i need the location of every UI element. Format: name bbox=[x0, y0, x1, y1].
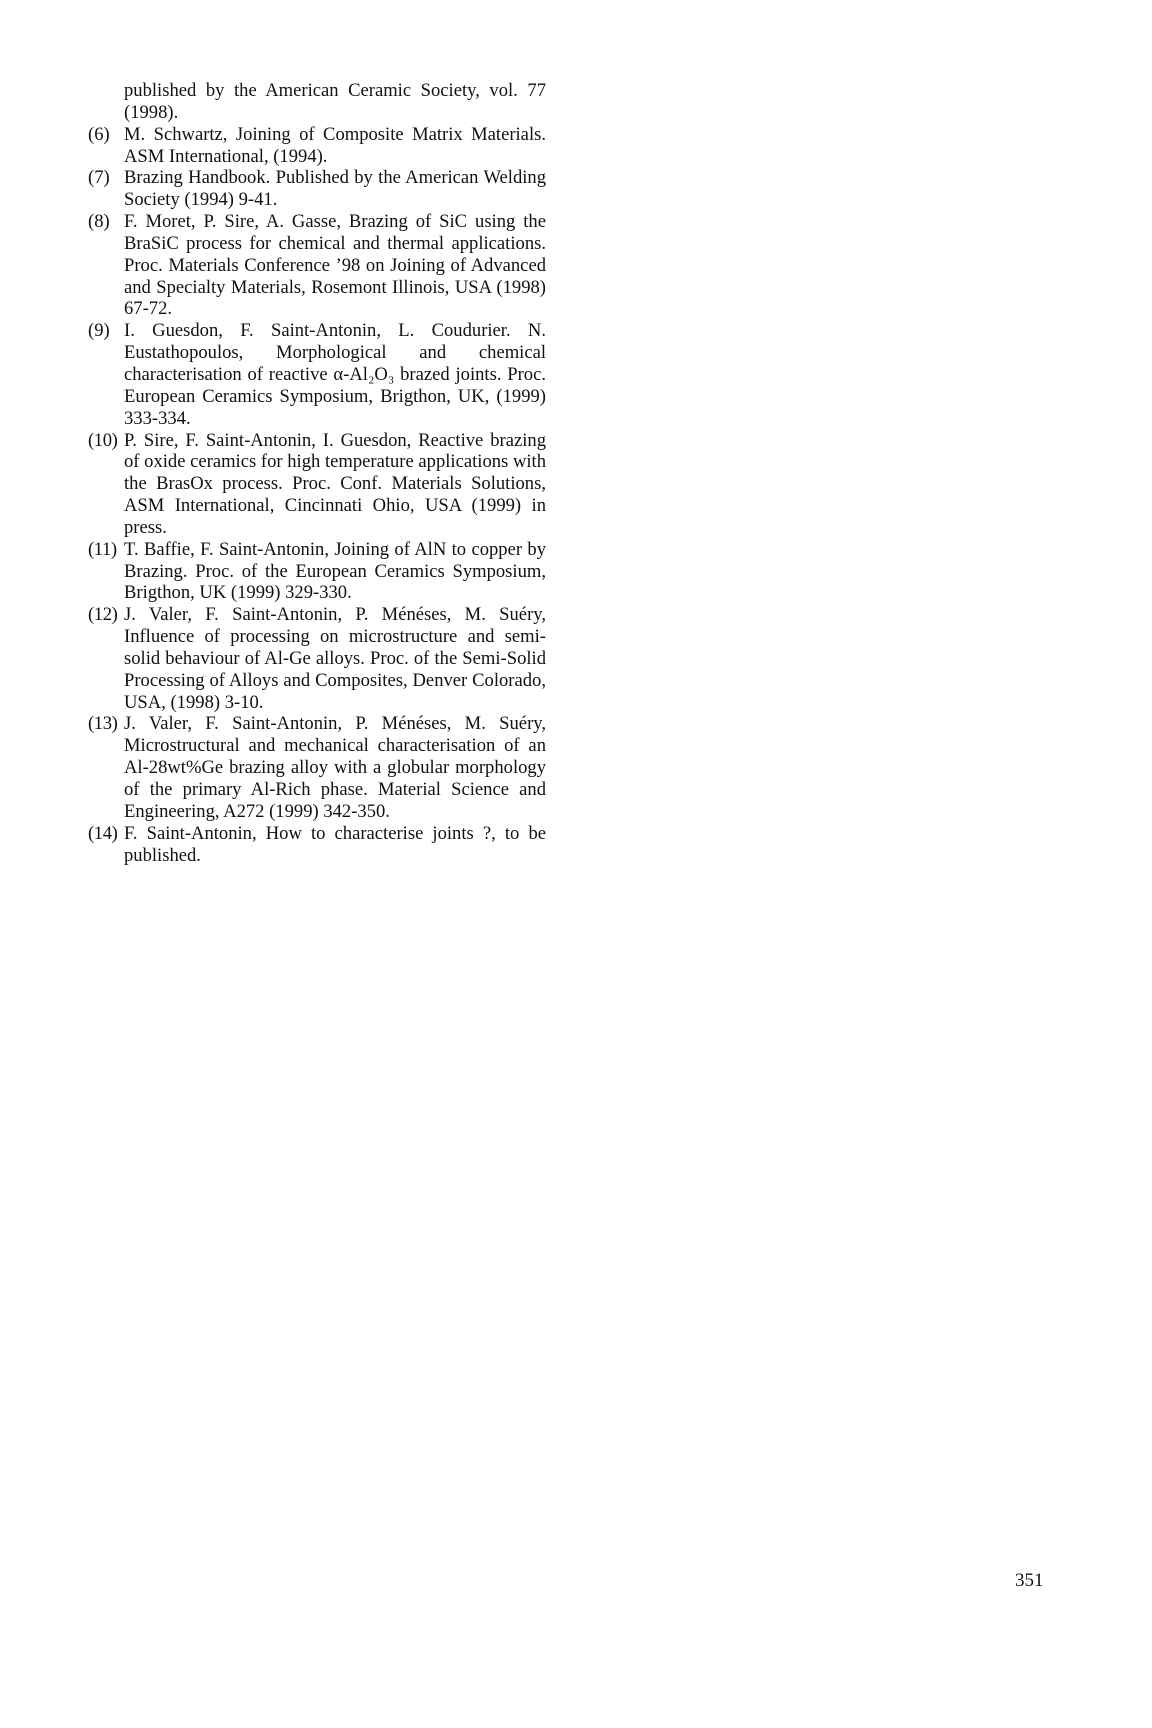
reference-text: P. Sire, F. Saint-Antonin, I. Guesdon, Reactive brazing of oxide ceramics for high temperature applications with the BrasOx process. Proc. Conf. Materials Solutions, ASM International, Cincinnati Ohio, USA (1999) in press. bbox=[124, 429, 546, 538]
reference-number: (14) bbox=[88, 822, 118, 844]
reference-number: (7) bbox=[88, 167, 110, 189]
reference-number: (6) bbox=[88, 123, 110, 145]
reference-number: (10) bbox=[88, 429, 118, 451]
page-number: 351 bbox=[1015, 1570, 1044, 1591]
reference-item bbox=[88, 320, 546, 429]
reference-text: J. Valer, F. Saint-Antonin, P. Ménéses, M. Suéry, Microstructural and mechanical characterisation of an Al-28wt%Ge brazing alloy with a globular morphology of the primary Al-Rich phase. Material Science and Engineering, A272 (1999) 342-350. bbox=[124, 713, 546, 822]
reference-number: (11) bbox=[88, 538, 117, 560]
reference-text: F. Saint-Antonin, How to characterise joints ?, to be published. bbox=[124, 822, 546, 866]
reference-item bbox=[88, 604, 546, 713]
reference-text: Brazing Handbook. Published by the American Welding Society (1994) 9-41. bbox=[124, 167, 546, 211]
reference-item bbox=[88, 80, 546, 124]
reference-number: (8) bbox=[88, 211, 110, 233]
reference-number: (12) bbox=[88, 604, 118, 626]
reference-text: J. Valer, F. Saint-Antonin, P. Ménéses, M. Suéry, Influence of processing on microstructure and semi-solid behaviour of Al-Ge alloys. Proc. of the Semi-Solid Processing of Alloys and Composites, Denver Colorado, USA, (1998) 3-10. bbox=[124, 604, 546, 713]
reference-text: I. Guesdon, F. Saint-Antonin, L. Coudurier. N. Eustathopoulos, Morphological and chemical characterisation of reactive α-Al₂O₃ brazed joints. Proc. European Ceramics Symposium, Brigthon, UK, (1999) 333-334. bbox=[124, 320, 546, 429]
reference-item bbox=[88, 211, 546, 320]
reference-number: (13) bbox=[88, 713, 118, 735]
reference-text: F. Moret, P. Sire, A. Gasse, Brazing of SiC using the BraSiC process for chemical and thermal applications. Proc. Materials Conference ’98 on Joining of Advanced and Specialty Materials, Rosemont Illinois, USA (1998) 67-72. bbox=[124, 211, 546, 320]
reference-item bbox=[88, 713, 546, 822]
reference-item bbox=[88, 124, 546, 168]
reference-text: M. Schwartz, Joining of Composite Matrix Materials. ASM International, (1994). bbox=[124, 123, 546, 167]
reference-item bbox=[88, 823, 546, 867]
reference-text: T. Baffie, F. Saint-Antonin, Joining of AlN to copper by Brazing. Proc. of the European Ceramics Symposium, Brigthon, UK (1999) 329-330. bbox=[124, 538, 546, 604]
reference-item bbox=[88, 539, 546, 605]
reference-text: published by the American Ceramic Society, vol. 77 (1998). bbox=[124, 80, 546, 123]
reference-list bbox=[88, 80, 546, 866]
reference-item bbox=[88, 167, 546, 211]
reference-number: (9) bbox=[88, 320, 110, 342]
reference-item bbox=[88, 430, 546, 539]
